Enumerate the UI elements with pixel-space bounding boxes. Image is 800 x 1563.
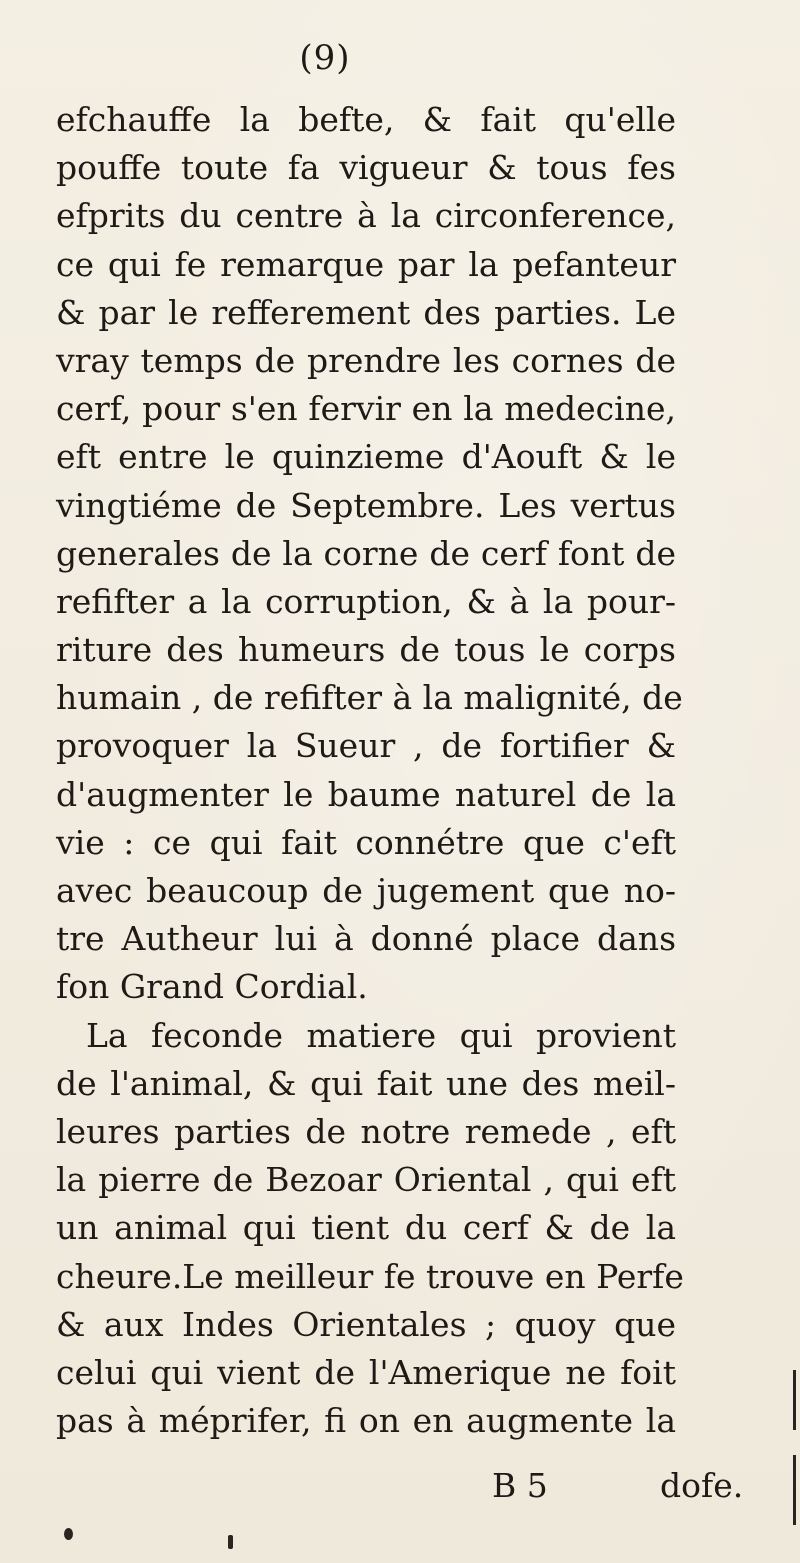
page-edge-shadow xyxy=(793,1455,796,1525)
text-line: vray temps de prendre les cornes de xyxy=(56,340,676,380)
text-line: un animal qui tient du cerf & de la xyxy=(56,1208,676,1248)
text-line: pas à méprifer, fi on en augmente la xyxy=(56,1401,676,1441)
text-line: avec beaucoup de jugement que no- xyxy=(56,871,676,910)
text-line: provoquer la Sueur , de fortifier & xyxy=(56,726,676,766)
text-line: tre Autheur lui à donné place dans xyxy=(56,919,676,959)
text-line: d'augmenter le baume naturel de la xyxy=(56,774,676,814)
text-line: vie : ce qui fait connétre que c'eft xyxy=(56,822,676,862)
ink-spot xyxy=(228,1535,233,1549)
ink-spot xyxy=(64,1528,73,1540)
footer-line xyxy=(60,1462,744,1510)
body-text xyxy=(56,96,684,1445)
text-line: La feconde matiere qui provient xyxy=(86,1015,676,1055)
text-line: humain , de refifter à la malignité, de xyxy=(56,678,683,718)
text-line: fon Grand Cordial. xyxy=(56,967,368,1007)
text-line: & par le refferement des parties. Le xyxy=(56,292,676,332)
text-line: generales de la corne de cerf font de xyxy=(56,533,676,573)
page-number: (9) xyxy=(299,38,351,78)
text-line: refifter a la corruption, & à la pour- xyxy=(56,581,676,621)
text-line: efprits du centre à la circonference, xyxy=(56,196,676,236)
text-line: cheure.Le meilleur fe trouve en Perfe xyxy=(56,1256,684,1296)
text-line: leures parties de notre remede , eft xyxy=(56,1111,676,1151)
text-line: vingtiéme de Septembre. Les vertus xyxy=(56,485,676,525)
text-line: eft entre le quinzieme d'Aouft & le xyxy=(56,437,676,477)
text-line: cerf, pour s'en fervir en la medecine, xyxy=(56,389,676,429)
page-edge-shadow xyxy=(793,1370,796,1430)
text-line: de l'animal, & qui fait une des meil- xyxy=(56,1063,676,1103)
text-line: & aux Indes Orientales ; quoy que xyxy=(56,1304,676,1344)
text-line: riture des humeurs de tous le corps xyxy=(56,630,676,670)
text-line: pouffe toute fa vigueur & tous fes xyxy=(56,148,676,188)
text-line: la pierre de Bezoar Oriental , qui eft xyxy=(56,1160,676,1200)
text-line: ce qui fe remarque par la pefanteur xyxy=(56,244,676,284)
text-line: celui qui vient de l'Amerique ne foit xyxy=(56,1352,676,1392)
catchword: dofe. xyxy=(660,1466,744,1505)
text-line: efchauffe la befte, & fait qu'elle xyxy=(56,100,676,139)
signature-mark: B 5 xyxy=(492,1466,548,1505)
